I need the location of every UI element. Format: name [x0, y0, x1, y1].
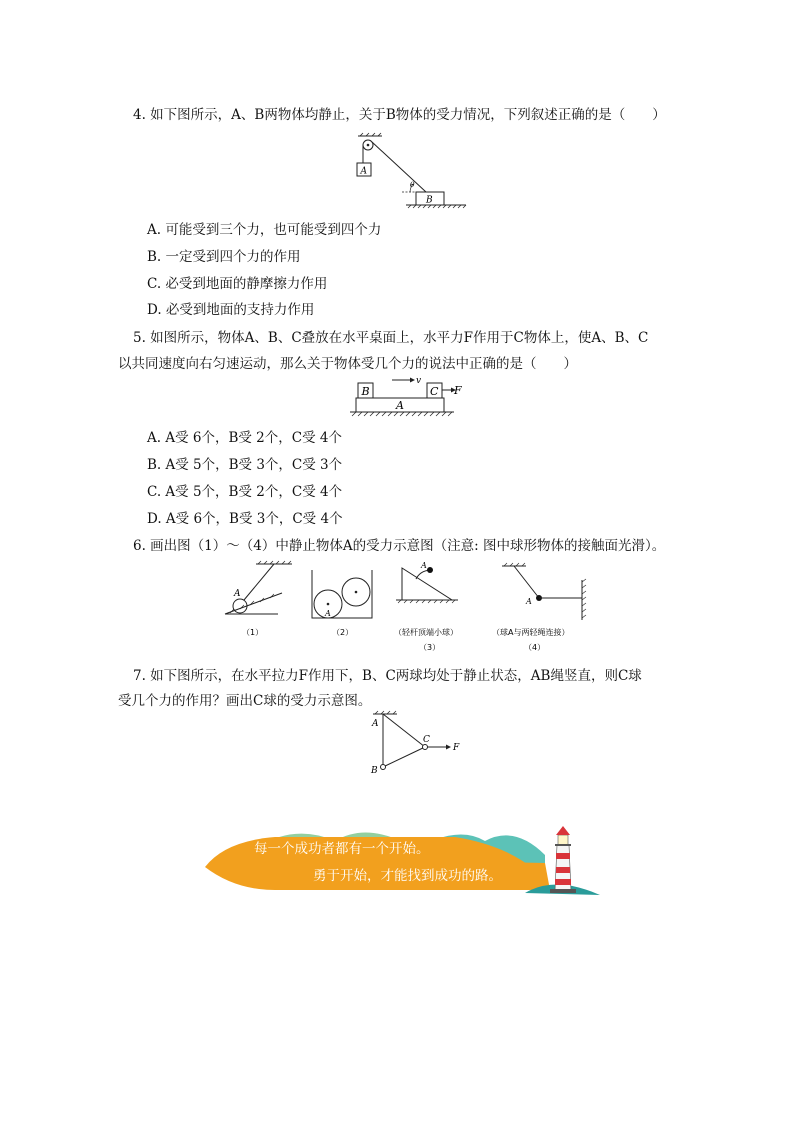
q7-stem-line2: 受几个力的作用？画出C球的受力示意图。: [118, 693, 372, 709]
banner-graphic: [205, 815, 605, 900]
q6-caption-3: （3）: [419, 643, 441, 652]
q6-fig2-label-a: A: [325, 609, 331, 618]
q5-option-a: A. A受 6个，B受 2个，C受 4个: [147, 430, 342, 446]
q7-label-f: F: [453, 743, 460, 753]
q6-note-4: （球A与两轻绳连接）: [492, 628, 570, 637]
q7-stem-line1: 7. 如下图所示，在水平拉力F作用下，B、C两球均处于静止状态，AB绳竖直，则C球: [133, 668, 642, 684]
q6-caption-1: （1）: [242, 628, 264, 637]
q4-figure: [350, 134, 470, 214]
q6-fig3-label-a: A: [421, 561, 427, 570]
q5-stem-line2: 以共同速度向右匀速运动，那么关于物体受几个力的说法中正确的是（ ）: [118, 356, 577, 372]
q5-label-f: F: [454, 384, 462, 397]
q4-stem: 4. 如下图所示，A、B两物体均静止，关于B物体的受力情况，下列叙述正确的是（ ）: [133, 107, 666, 123]
q4-option-a: A. 可能受到三个力，也可能受到四个力: [147, 222, 382, 238]
q4-label-b: B: [426, 195, 433, 206]
q7-label-b: B: [371, 766, 378, 776]
q5-option-c: C. A受 5个，B受 2个，C受 4个: [147, 484, 343, 500]
q6-figure-3: [394, 561, 458, 652]
q6-stem: 6. 画出图（1）～（4）中静止物体A的受力示意图（注意: 图中球形物体的接触面光滑）。: [133, 538, 666, 554]
q5-stem-line1: 5. 如图所示，物体A、B、C叠放在水平桌面上，水平力F作用于C物体上，使A、B、C: [133, 330, 649, 346]
q4-label-theta: θ: [410, 180, 415, 189]
motto-line2: 勇于开始，才能找到成功的路。: [313, 868, 502, 884]
q6-caption-2: （2）: [332, 628, 354, 637]
q6-fig4-label-a: A: [526, 597, 532, 606]
q5-option-d: D. A受 6个，B受 3个，C受 4个: [147, 511, 343, 527]
q7-figure: [365, 710, 465, 776]
q6-fig1-label-a: A: [234, 589, 241, 599]
q5-label-a: A: [396, 399, 404, 412]
q5-label-b: B: [361, 385, 370, 398]
q6-figure-4: [492, 563, 586, 652]
q6-figure-1: [225, 561, 292, 637]
q6-note-3: （轻杆顶端小球）: [394, 628, 458, 637]
q5-label-v: v: [416, 376, 422, 386]
motto-banner: [205, 815, 605, 900]
q4-option-d: D. 必受到地面的支持力作用: [147, 302, 315, 318]
q5-figure: [350, 376, 460, 422]
q5-option-b: B. A受 5个，B受 3个，C受 3个: [147, 457, 343, 473]
q7-label-a: A: [372, 719, 379, 729]
lighthouse-icon: [550, 826, 576, 893]
q4-option-b: B. 一定受到四个力的作用: [147, 249, 301, 265]
q4-option-c: C. 必受到地面的静摩擦力作用: [147, 276, 328, 292]
q6-figure-2: [312, 570, 372, 637]
q6-caption-4: （4）: [524, 643, 546, 652]
q4-label-a: A: [360, 166, 367, 177]
q7-label-c: C: [423, 735, 430, 745]
q5-label-c: C: [430, 385, 439, 398]
q6-figures: [220, 562, 600, 652]
motto-line1: 每一个成功者都有一个开始。: [254, 841, 430, 857]
